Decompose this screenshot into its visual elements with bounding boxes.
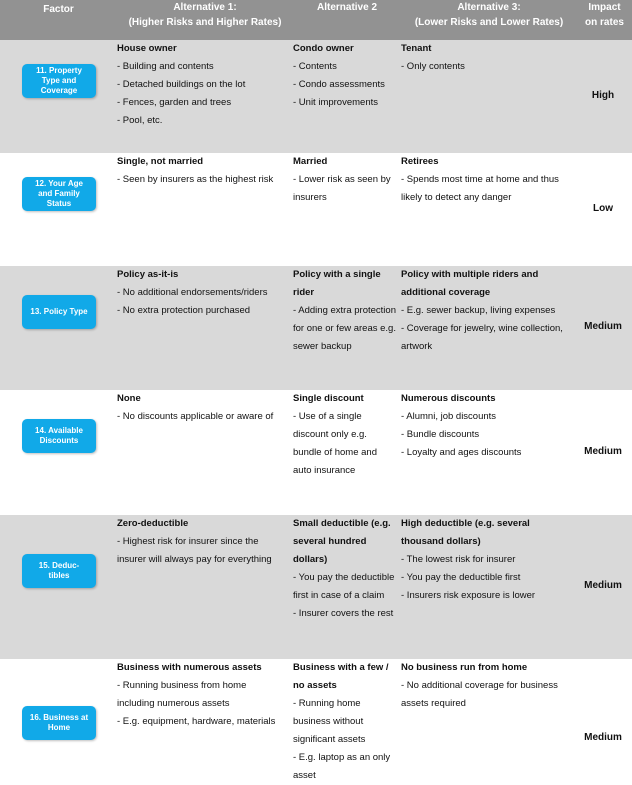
factor-label-line: 15. Deduc- — [38, 561, 80, 570]
cell-title: Tenant — [401, 43, 432, 54]
factor-label-line: Status — [46, 199, 72, 208]
cell-item: - Pool, etc. — [117, 115, 163, 126]
factor-label-line: 11. Property — [36, 66, 82, 75]
cell-item: artwork — [401, 341, 433, 352]
cell-item: - Bundle discounts — [401, 429, 480, 440]
cell-item: significant assets — [293, 734, 366, 745]
header-factor-label: Factor — [43, 4, 74, 15]
alternative-1-cell — [117, 266, 290, 320]
cell-item: - Highest risk for insurer since the — [117, 536, 259, 547]
factor-badge[interactable] — [22, 554, 96, 588]
factor-label-line: tibles — [48, 571, 70, 580]
header-alternative-2 — [293, 0, 401, 40]
impact-value: Medium — [584, 580, 622, 591]
cell-item: - Unit improvements — [293, 97, 378, 108]
cell-title: Zero-deductible — [117, 518, 189, 529]
factor-label-line: Coverage — [40, 86, 78, 95]
cell-title: Condo owner — [293, 43, 354, 54]
factor-badge[interactable] — [22, 295, 96, 329]
factor-label-line: Type and — [41, 76, 77, 85]
impact-value: High — [591, 90, 615, 101]
alternative-3-cell — [401, 266, 574, 356]
cell-item: - No discounts applicable or aware of — [117, 411, 274, 422]
cell-item: - Use of a single — [293, 411, 362, 422]
cell-title: House owner — [117, 43, 177, 54]
cell-item: - Running business from home — [117, 680, 247, 691]
alternative-3-cell — [401, 515, 574, 605]
cell-item: sewer backup — [293, 341, 352, 352]
cell-item: - Only contents — [401, 61, 465, 72]
cell-item: insurers — [293, 192, 327, 203]
header-factor — [0, 0, 117, 40]
header-alt2-title: Alternative 2 — [316, 2, 378, 13]
factor-badge[interactable] — [22, 419, 96, 453]
alternative-2-cell — [293, 40, 401, 112]
cell-item: - Building and contents — [117, 61, 214, 72]
cell-title: Single, not married — [117, 156, 204, 167]
factor-label-line: 12. Your Age — [35, 179, 83, 188]
alternative-1-cell — [117, 659, 290, 731]
cell-item: - No additional endorsements/riders — [117, 287, 268, 298]
header-impact — [577, 0, 632, 40]
header-alt3-subtitle: (Lower Risks and Lower Rates) — [414, 17, 564, 28]
table-row — [0, 153, 632, 266]
cell-item: - Contents — [293, 61, 337, 72]
cell-title: Business with numerous assets — [117, 662, 262, 673]
cell-item: - Condo assessments — [293, 79, 385, 90]
table-row — [0, 515, 632, 659]
factor-badge[interactable] — [22, 177, 96, 211]
impact-value: Low — [593, 203, 613, 214]
cell-item: - E.g. laptop as an only — [293, 752, 391, 763]
header-alternative-1 — [117, 0, 293, 40]
header-impact-line2: on rates — [585, 17, 624, 28]
cell-title: Single discount — [293, 393, 364, 404]
cell-title: None — [117, 393, 141, 404]
cell-item: - You pay the deductible — [293, 572, 395, 583]
cell-title: Policy with a single rider — [293, 269, 381, 298]
cell-item: bundle of home and — [293, 447, 377, 458]
impact-value: Medium — [584, 732, 622, 743]
cell-title: Policy with multiple riders and additional coverage — [401, 269, 539, 298]
cell-title: Married — [293, 156, 328, 167]
factor-badge[interactable] — [22, 64, 96, 98]
cell-item: - E.g. sewer backup, living expenses — [401, 305, 556, 316]
factor-label-line: Home — [47, 723, 71, 732]
cell-item: assets required — [401, 698, 466, 709]
cell-title: Policy as-it-is — [117, 269, 179, 280]
cell-item: - The lowest risk for insurer — [401, 554, 516, 565]
alternative-1-cell — [117, 153, 290, 189]
alternative-1-cell — [117, 515, 290, 569]
alternative-1-cell — [117, 390, 290, 426]
cell-item: - Detached buildings on the lot — [117, 79, 246, 90]
cell-item: - You pay the deductible first — [401, 572, 521, 583]
table-header — [0, 0, 632, 40]
cell-item: for one or few areas e.g. — [293, 323, 396, 334]
factor-label-line: 13. Policy Type — [30, 307, 88, 316]
table-row — [0, 40, 632, 153]
factor-label-line: 14. Available — [35, 426, 83, 435]
header-alt1-title: Alternative 1: — [173, 2, 237, 13]
cell-item: auto insurance — [293, 465, 356, 476]
impact-value: Medium — [584, 446, 622, 457]
cell-title: High deductible (e.g. several thousand dollars) — [401, 518, 530, 547]
alternative-2-cell — [293, 515, 401, 623]
alternative-1-cell — [117, 40, 290, 130]
cell-item: - Running home — [293, 698, 361, 709]
cell-item: asset — [293, 770, 316, 781]
cell-item: - Loyalty and ages discounts — [401, 447, 522, 458]
factor-label-line: 16. Business at — [29, 713, 89, 722]
cell-item: - E.g. equipment, hardware, materials — [117, 716, 276, 727]
factor-label-line: and Family — [38, 189, 80, 198]
header-alt1-subtitle: (Higher Risks and Higher Rates) — [128, 17, 282, 28]
impact-value: Medium — [584, 321, 622, 332]
cell-item: - Fences, garden and trees — [117, 97, 232, 108]
cell-item: business without — [293, 716, 364, 727]
cell-title: Small deductible (e.g. several hundred dollars) — [293, 518, 391, 565]
cell-item: - No additional coverage for business — [401, 680, 558, 691]
table-row — [0, 266, 632, 390]
alternative-2-cell — [293, 153, 401, 207]
alternative-3-cell — [401, 40, 574, 76]
cell-title: Numerous discounts — [401, 393, 496, 404]
cell-title: Business with a few / no assets — [293, 662, 389, 691]
cell-item: including numerous assets — [117, 698, 230, 709]
factor-label-line: Discounts — [39, 436, 79, 445]
header-impact-line1: Impact — [588, 2, 621, 13]
cell-item: - Insurers risk exposure is lower — [401, 590, 536, 601]
cell-item: - Adding extra protection — [293, 305, 396, 316]
cell-item: - Lower risk as seen by — [293, 174, 391, 185]
cell-item: - Spends most time at home and thus — [401, 174, 559, 185]
alternative-2-cell — [293, 266, 401, 356]
cell-item: - No extra protection purchased — [117, 305, 251, 316]
cell-item: discount only e.g. — [293, 429, 367, 440]
cell-item: likely to detect any danger — [401, 192, 512, 203]
alternative-3-cell — [401, 390, 574, 462]
cell-item: insurer will always pay for everything — [117, 554, 272, 565]
alternative-2-cell — [293, 659, 401, 785]
header-alternative-3 — [401, 0, 577, 40]
alternative-3-cell — [401, 659, 574, 713]
cell-item: - Insurer covers the rest — [293, 608, 394, 619]
factor-badge[interactable] — [22, 706, 96, 740]
alternative-3-cell — [401, 153, 574, 207]
header-alt3-title: Alternative 3: — [457, 2, 521, 13]
cell-title: Retirees — [401, 156, 439, 167]
cell-item: first in case of a claim — [293, 590, 385, 601]
cell-item: - Seen by insurers as the highest risk — [117, 174, 274, 185]
table-row — [0, 659, 632, 785]
cell-title: No business run from home — [401, 662, 528, 673]
cell-item: - Coverage for jewelry, wine collection, — [401, 323, 563, 334]
alternative-2-cell — [293, 390, 401, 480]
cell-item: - Alumni, job discounts — [401, 411, 497, 422]
table-row — [0, 390, 632, 515]
